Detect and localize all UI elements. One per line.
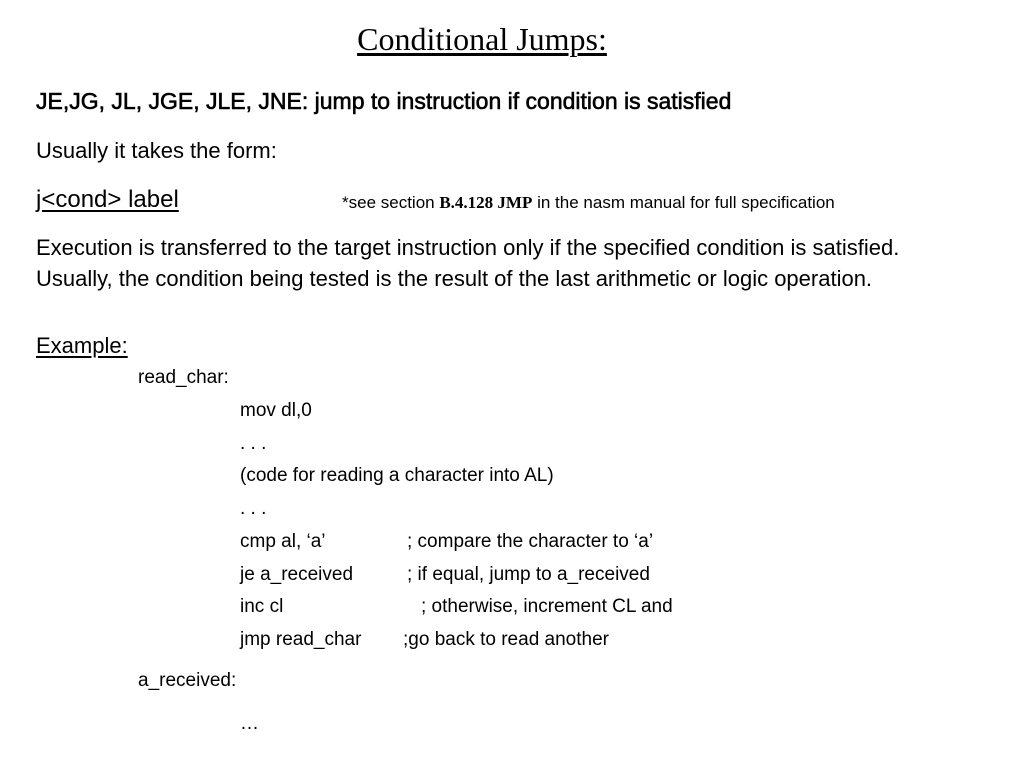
syntax-row [36, 186, 996, 218]
footnote-prefix: *see section [342, 193, 440, 212]
code-comment: ;go back to read another [403, 629, 609, 650]
code-instruction: jmp read_char [240, 629, 362, 650]
description-paragraph: Execution is transferred to the target instruction only if the specified condition is satisfied. Usually, the condition being tested is the result of the last arithmetic or logic operation. [36, 235, 900, 291]
slide-title: Conditional Jumps: [357, 21, 607, 57]
code-label-a-received: a_received: [138, 670, 237, 691]
code-line: . . . [240, 433, 267, 454]
code-instruction: inc cl [240, 596, 284, 617]
code-comment: ; if equal, jump to a_received [407, 564, 650, 585]
code-comment: ; compare the character to ‘a’ [407, 531, 654, 552]
syntax-form: j<cond> label [36, 186, 179, 213]
code-line: mov dl,0 [240, 400, 312, 421]
code-line [240, 629, 740, 655]
code-line [240, 596, 740, 622]
headline: JE,JG, JL, JGE, JLE, JNE: jump to instruction if condition is satisfied [36, 88, 732, 114]
footnote-section-ref: B.4.128 JMP [439, 193, 533, 212]
code-instruction: cmp al, ‘a’ [240, 531, 326, 552]
syntax-footnote [342, 193, 835, 213]
code-line: (code for reading a character into AL) [240, 465, 554, 486]
example-label: Example: [36, 333, 128, 358]
code-label-read-char: read_char: [138, 367, 229, 388]
code-line: … [240, 713, 259, 734]
code-line [240, 564, 740, 590]
form-intro-text: Usually it takes the form: [36, 138, 277, 163]
code-line: . . . [240, 498, 267, 519]
footnote-suffix: in the nasm manual for full specification [532, 193, 835, 212]
code-comment: ; otherwise, increment CL and [421, 596, 673, 617]
code-instruction: je a_received [240, 564, 354, 585]
code-line [240, 531, 740, 557]
